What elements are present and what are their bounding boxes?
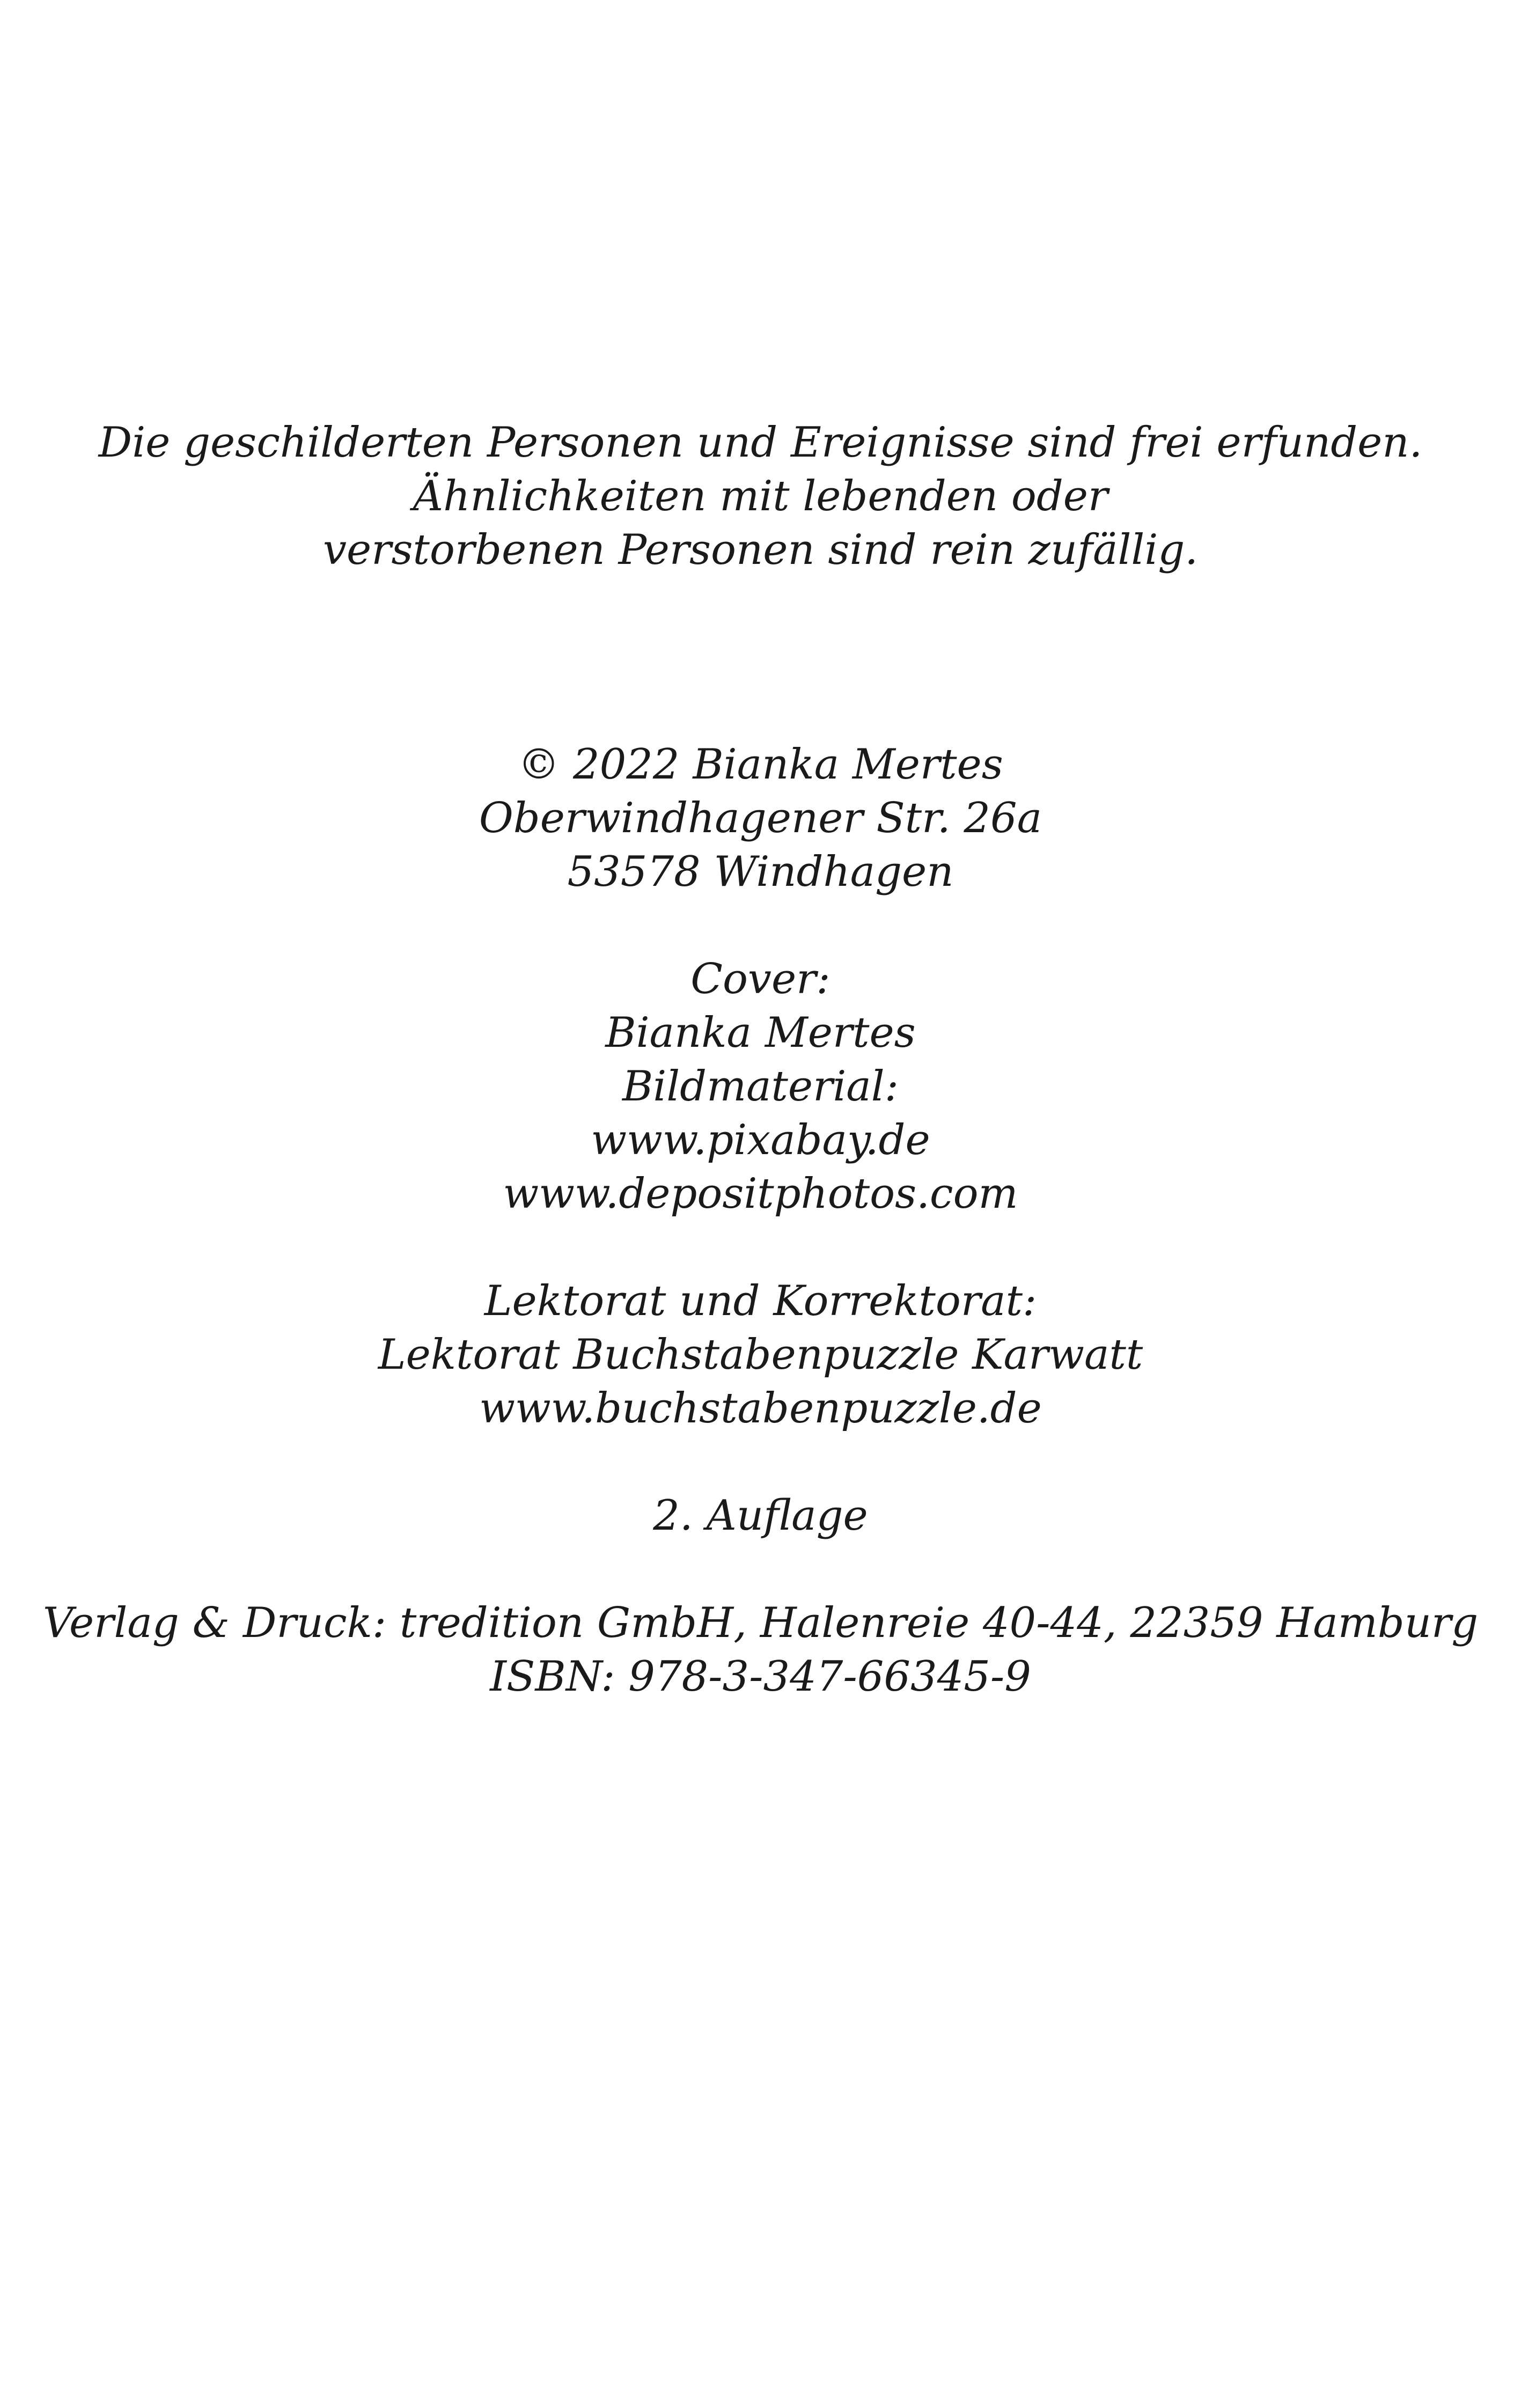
editing-url: www.buchstabenpuzzle.de <box>479 1384 1042 1433</box>
isbn-line: ISBN: 978-3-347-66345-9 <box>490 1653 1031 1701</box>
address-city: 53578 Windhagen <box>567 848 954 896</box>
copyright-line: © 2022 Bianka Mertes <box>518 740 1003 789</box>
address-street: Oberwindhagener Str. 26a <box>479 794 1042 842</box>
editing-company: Lektorat Buchstabenpuzzle Karwatt <box>378 1331 1143 1379</box>
cover-designer: Bianka Mertes <box>605 1009 916 1057</box>
image-source-pixabay: www.pixabay.de <box>591 1116 930 1164</box>
disclaimer-line-1: Die geschilderten Personen und Ereignisse sind frei erfunden. <box>98 419 1423 467</box>
publisher-line: Verlag & Druck: tredition GmbH, Halenreie 40-44, 22359 Hamburg <box>42 1599 1479 1647</box>
edition-line: 2. Auflage <box>653 1492 868 1540</box>
editing-heading: Lektorat und Korrektorat: <box>484 1277 1037 1325</box>
image-source-depositphotos: www.depositphotos.com <box>503 1170 1018 1218</box>
disclaimer-line-3: verstorbenen Personen sind rein zufällig. <box>322 526 1199 574</box>
cover-heading: Cover: <box>690 955 831 1003</box>
image-material-heading: Bildmaterial: <box>622 1062 899 1111</box>
disclaimer-line-2: Ähnlichkeiten mit lebenden oder <box>413 472 1108 520</box>
